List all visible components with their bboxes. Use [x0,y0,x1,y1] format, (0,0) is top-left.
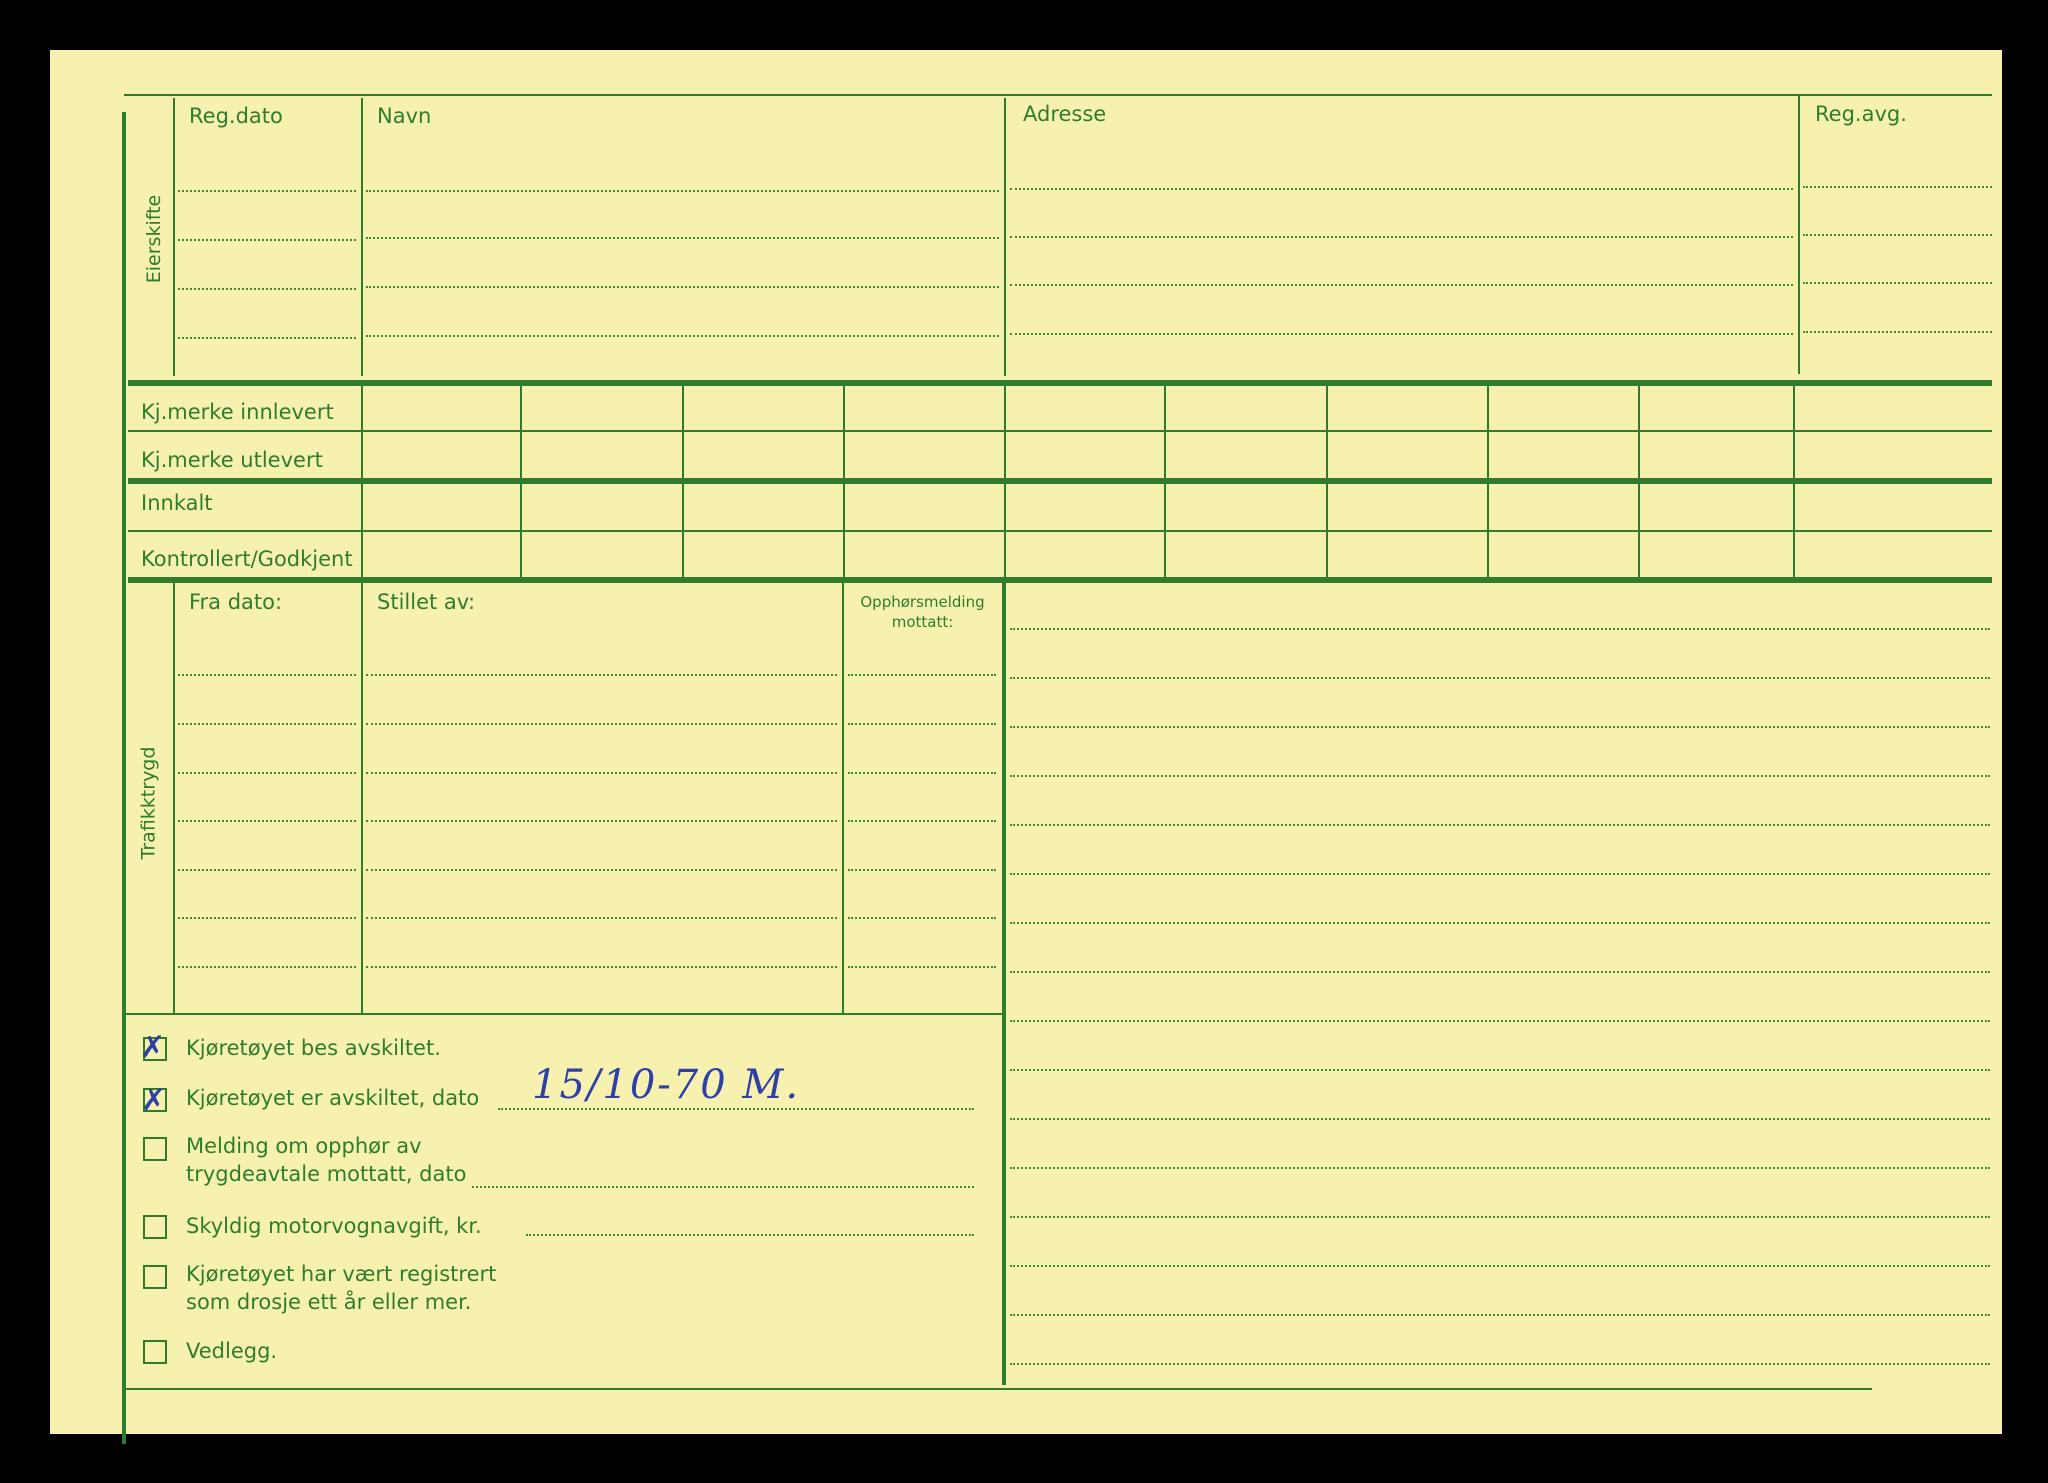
insurance-dotted-line [178,917,356,919]
notes-dotted-line [1010,628,1990,630]
row-divider [128,530,1992,532]
row-label-kj-merke-innlevert: Kj.merke innlevert [141,400,334,424]
owner-dotted-line [178,337,356,339]
avgift-dotted-line [526,1234,974,1236]
notes-dotted-line [1010,1118,1990,1120]
notes-dotted-line [1010,1216,1990,1218]
grid-col-divider [361,386,363,577]
owner-col-divider [1798,94,1800,374]
owner-dotted-line [1010,333,1793,335]
insurance-dotted-line [848,820,996,822]
notes-dotted-line [1010,824,1990,826]
notes-dotted-line [1010,1314,1990,1316]
header-opphorsmelding: Opphørsmelding mottatt: [860,593,985,631]
insurance-dotted-line [366,674,837,676]
notes-dotted-line [1010,726,1990,728]
notes-dotted-line [1010,1020,1990,1022]
option-label-bes-avskiltet: Kjøretøyet bes avskiltet. [186,1036,441,1060]
check-mark-icon: ✗ [140,1030,166,1065]
checkbox-melding-opphor[interactable] [143,1137,167,1161]
owner-dotted-line [178,288,356,290]
owner-dotted-line [1010,236,1793,238]
owner-col-divider [361,98,363,376]
melding-dotted-line [472,1186,974,1188]
owner-dotted-line [1010,188,1793,190]
row-label-kj-merke-utlevert: Kj.merke utlevert [141,448,323,472]
notes-dotted-line [1010,1069,1990,1071]
owner-dotted-line [1803,331,1992,333]
section-divider-thick [128,380,1992,386]
checkbox-drosje[interactable] [143,1265,167,1289]
insurance-dotted-line [848,917,996,919]
option-label-drosje: Kjøretøyet har vært registrert som drosje ett år eller mer. [186,1262,497,1314]
header-reg-avg: Reg.avg. [1815,102,1907,126]
insurance-dotted-line [178,869,356,871]
grid-col-divider [1638,386,1640,577]
notes-dotted-line [1010,677,1990,679]
section-divider-thick [128,478,1992,484]
grid-col-divider [682,386,684,577]
grid-col-divider [1793,386,1795,577]
insurance-col-divider [173,583,175,1015]
owner-dotted-line [178,239,356,241]
checkbox-skyldig-avgift[interactable] [143,1215,167,1239]
top-border-line [124,94,1992,96]
grid-col-divider [1164,386,1166,577]
row-label-innkalt: Innkalt [141,491,213,515]
owner-side-label: Eierskifte [143,194,166,284]
grid-col-divider [1326,386,1328,577]
insurance-side-label: Trafikktrygd [137,746,160,860]
section-divider-thick [128,577,1992,583]
option-label-er-avskiltet: Kjøretøyet er avskiltet, dato [186,1086,480,1110]
notes-dotted-line [1010,1363,1990,1365]
owner-dotted-line [366,190,999,192]
insurance-dotted-line [366,723,837,725]
insurance-dotted-line [366,966,837,968]
owner-dotted-line [178,190,356,192]
insurance-dotted-line [848,723,996,725]
owner-dotted-line [366,335,999,337]
notes-dotted-line [1010,1265,1990,1267]
owner-dotted-line [366,237,999,239]
dato-dotted-line [498,1108,974,1110]
handwritten-date: 15/10-70 M. [532,1062,801,1108]
header-navn: Navn [377,104,432,128]
insurance-dotted-line [366,869,837,871]
insurance-main-divider [1002,583,1006,1385]
row-label-kontrollert-godkjent: Kontrollert/Godkjent [141,547,353,571]
check-mark-icon: ✗ [141,1083,167,1118]
option-label-melding-opphor: Melding om opphør av trygdeavtale mottatt, dato [186,1134,467,1186]
insurance-dotted-line [178,772,356,774]
grid-col-divider [843,386,845,577]
owner-dotted-line [1803,282,1992,284]
owner-col-divider [173,98,175,376]
notes-dotted-line [1010,873,1990,875]
option-label-vedlegg: Vedlegg. [186,1339,278,1363]
insurance-dotted-line [848,966,996,968]
insurance-dotted-line [366,820,837,822]
row-divider [128,430,1992,432]
grid-col-divider [520,386,522,577]
insurance-dotted-line [848,674,996,676]
header-adresse: Adresse [1023,102,1107,126]
bottom-border-line [122,1388,1872,1390]
left-border-line [122,112,126,1444]
header-reg-dato: Reg.dato [189,104,283,128]
insurance-dotted-line [178,723,356,725]
option-label-skyldig-avgift: Skyldig motorvognavgift, kr. [186,1214,482,1238]
notes-dotted-line [1010,775,1990,777]
insurance-dotted-line [366,917,837,919]
insurance-dotted-line [178,966,356,968]
insurance-dotted-line [366,772,837,774]
checkbox-vedlegg[interactable] [143,1340,167,1364]
insurance-dotted-line [178,674,356,676]
insurance-col-divider [842,583,844,1015]
owner-dotted-line [366,286,999,288]
owner-dotted-line [1010,284,1793,286]
grid-col-divider [1487,386,1489,577]
notes-dotted-line [1010,922,1990,924]
owner-col-divider [1004,98,1006,376]
header-stillet-av: Stillet av: [377,590,476,614]
insurance-dotted-line [848,772,996,774]
notes-dotted-line [1010,971,1990,973]
grid-col-divider [1004,386,1006,577]
registration-card [50,50,2002,1434]
owner-dotted-line [1803,234,1992,236]
insurance-bottom-line [122,1013,1004,1015]
owner-dotted-line [1803,186,1992,188]
insurance-col-divider [361,583,363,1015]
insurance-dotted-line [178,820,356,822]
insurance-dotted-line [848,869,996,871]
notes-dotted-line [1010,1167,1990,1169]
header-fra-dato: Fra dato: [189,590,283,614]
